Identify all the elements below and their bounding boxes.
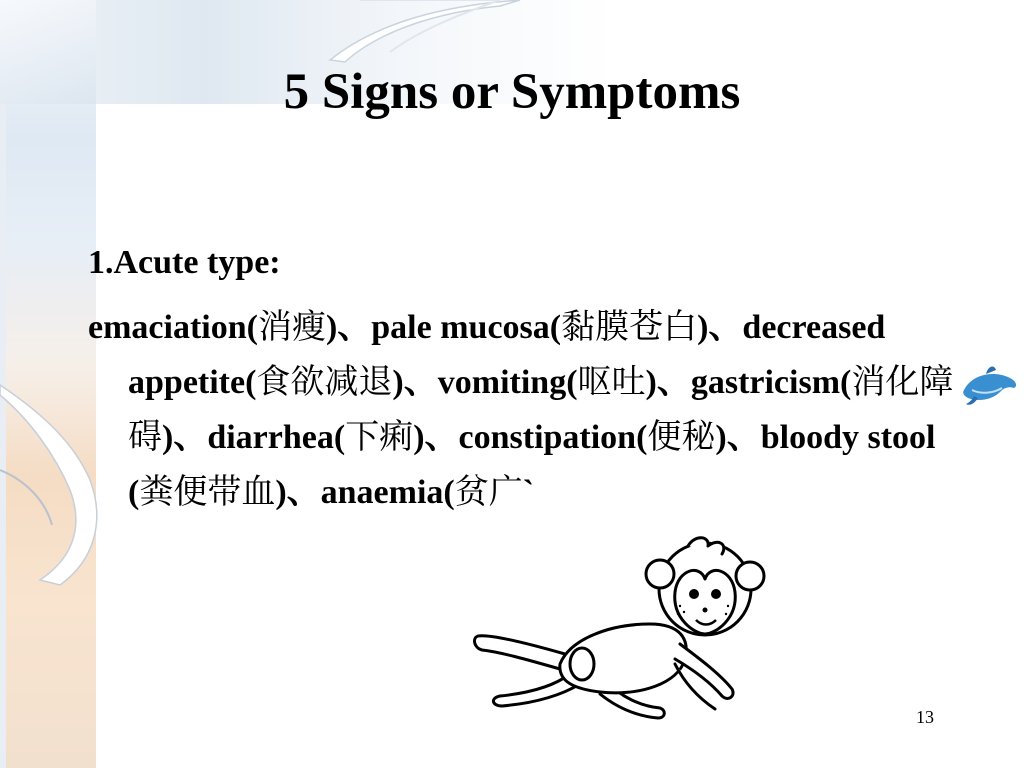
chinese-term: 粪便带血 xyxy=(139,472,276,512)
english-term: )、diarrhea( xyxy=(162,419,346,456)
slide-title: 5 Signs or Symptoms xyxy=(283,64,741,120)
english-term: )、gastricism( xyxy=(645,364,852,401)
page-number: 13 xyxy=(916,707,934,727)
monkey-illustration xyxy=(470,524,770,724)
english-term: )、decreased appetite( xyxy=(128,309,886,401)
chinese-term: 黏膜苍白 xyxy=(561,307,698,347)
chinese-term: 下痢 xyxy=(345,417,414,457)
symptom-list-text xyxy=(88,300,984,520)
english-term: emaciation( xyxy=(88,309,258,346)
chinese-term: 消瘦 xyxy=(257,307,326,347)
english-term: ` xyxy=(522,474,535,511)
chinese-term: 便秘 xyxy=(647,417,716,457)
english-term: )、pale mucosa( xyxy=(325,309,562,346)
english-term: )、constipation( xyxy=(413,419,648,456)
chinese-term: 食欲减退 xyxy=(256,362,393,402)
section-heading: 1.Acute type: xyxy=(88,244,281,281)
chinese-term: 贫广 xyxy=(454,472,523,512)
chinese-term: 呕吐 xyxy=(577,362,646,402)
slide-content xyxy=(88,236,984,520)
english-term: )、bloody stool ( xyxy=(128,419,936,511)
dolphin-icon xyxy=(960,360,1020,410)
chinese-term: 消化障碍 xyxy=(128,362,954,457)
english-term: )、vomiting( xyxy=(392,364,578,401)
english-term: )、anaemia( xyxy=(275,474,455,511)
